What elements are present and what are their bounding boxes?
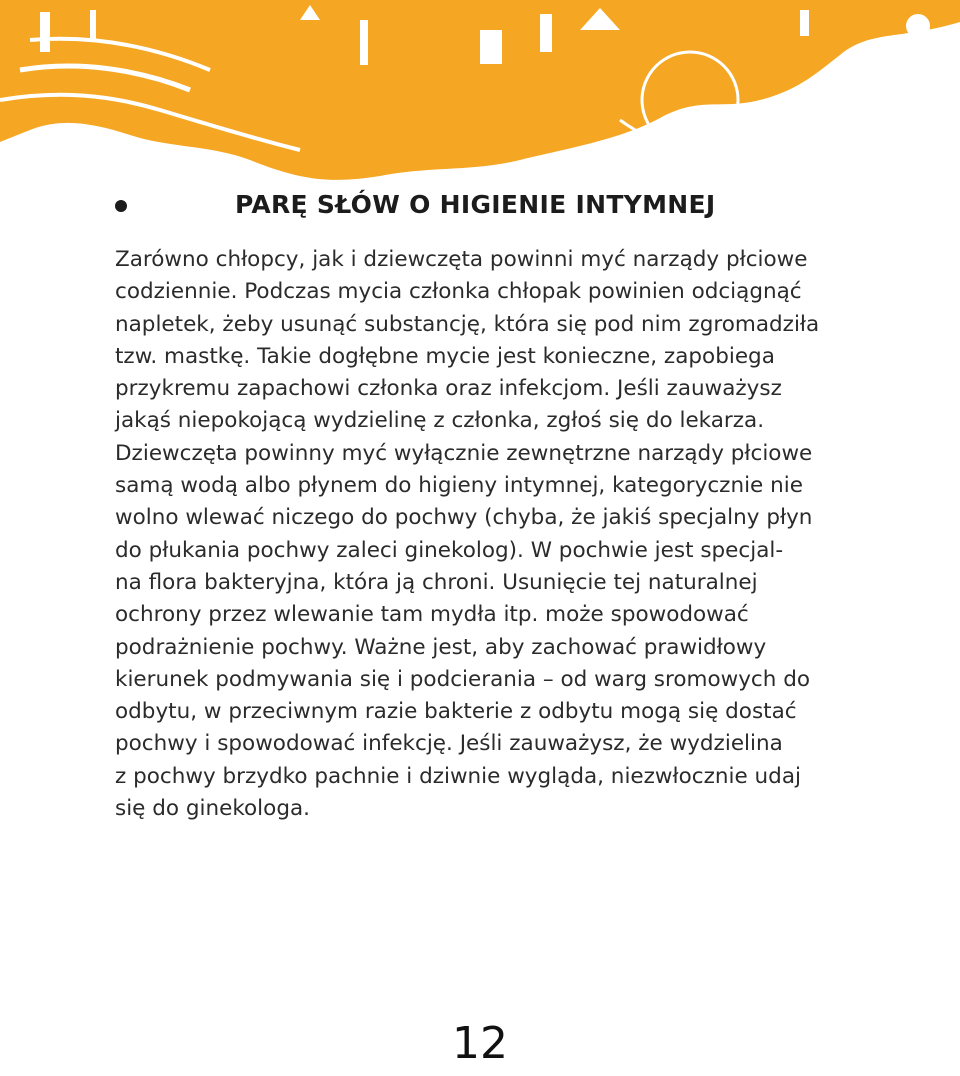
text-line: z pochwy brzydko pachnie i dziwnie wygląda, niezwłocznie udaj	[115, 763, 801, 789]
text-line: Dziewczęta powinny myć wyłącznie zewnętrzne narządy płciowe	[115, 440, 813, 466]
section-title: PARĘ SŁÓW O HIGIENIE INTYMNEJ	[235, 190, 716, 219]
decorative-header-banner	[0, 0, 960, 185]
text-line: kierunek podmywania się i podcierania – od warg sromowych do	[115, 666, 811, 692]
text-line: napletek, żeby usunąć substancję, która się pod nim zgromadziła	[115, 311, 820, 337]
text-line: pochwy i spowodować infekcję. Jeśli zauważysz, że wydzielina	[115, 731, 783, 757]
text-line: jakąś niepokojącą wydzielinę z członka, zgłoś się do lekarza.	[115, 408, 765, 434]
bullet-icon	[115, 200, 127, 212]
text-line: codziennie. Podczas mycia członka chłopak powinien odciągnąć	[115, 279, 802, 305]
text-line: na flora bakteryjna, która ją chroni. Usunięcie tej naturalnej	[115, 569, 758, 595]
text-line: się do ginekologa.	[115, 796, 310, 822]
text-line: odbytu, w przeciwnym razie bakterie z odbytu mogą się dostać	[115, 699, 797, 725]
text-line: ochrony przez wlewanie tam mydła itp. może spowodować	[115, 602, 749, 628]
text-line: tzw. mastkę. Takie dogłębne mycie jest konieczne, zapobiega	[115, 343, 775, 369]
text-line: samą wodą albo płynem do higieny intymnej, kategorycznie nie	[115, 473, 803, 499]
text-line: do płukania pochwy zaleci ginekolog). W pochwie jest specjal-	[115, 537, 784, 563]
text-line: podrażnienie pochwy. Ważne jest, aby zachować prawidłowy	[115, 634, 767, 660]
body-paragraph	[115, 244, 845, 825]
page-number: 12	[452, 1018, 508, 1069]
text-line: Zarówno chłopcy, jak i dziewczęta powinni myć narządy płciowe	[115, 247, 808, 272]
section-heading-row	[115, 190, 915, 232]
text-line: wolno wlewać niczego do pochwy (chyba, że jakiś specjalny płyn	[115, 505, 813, 531]
text-line: przykremu zapachowi członka oraz infekcjom. Jeśli zauważysz	[115, 376, 782, 402]
